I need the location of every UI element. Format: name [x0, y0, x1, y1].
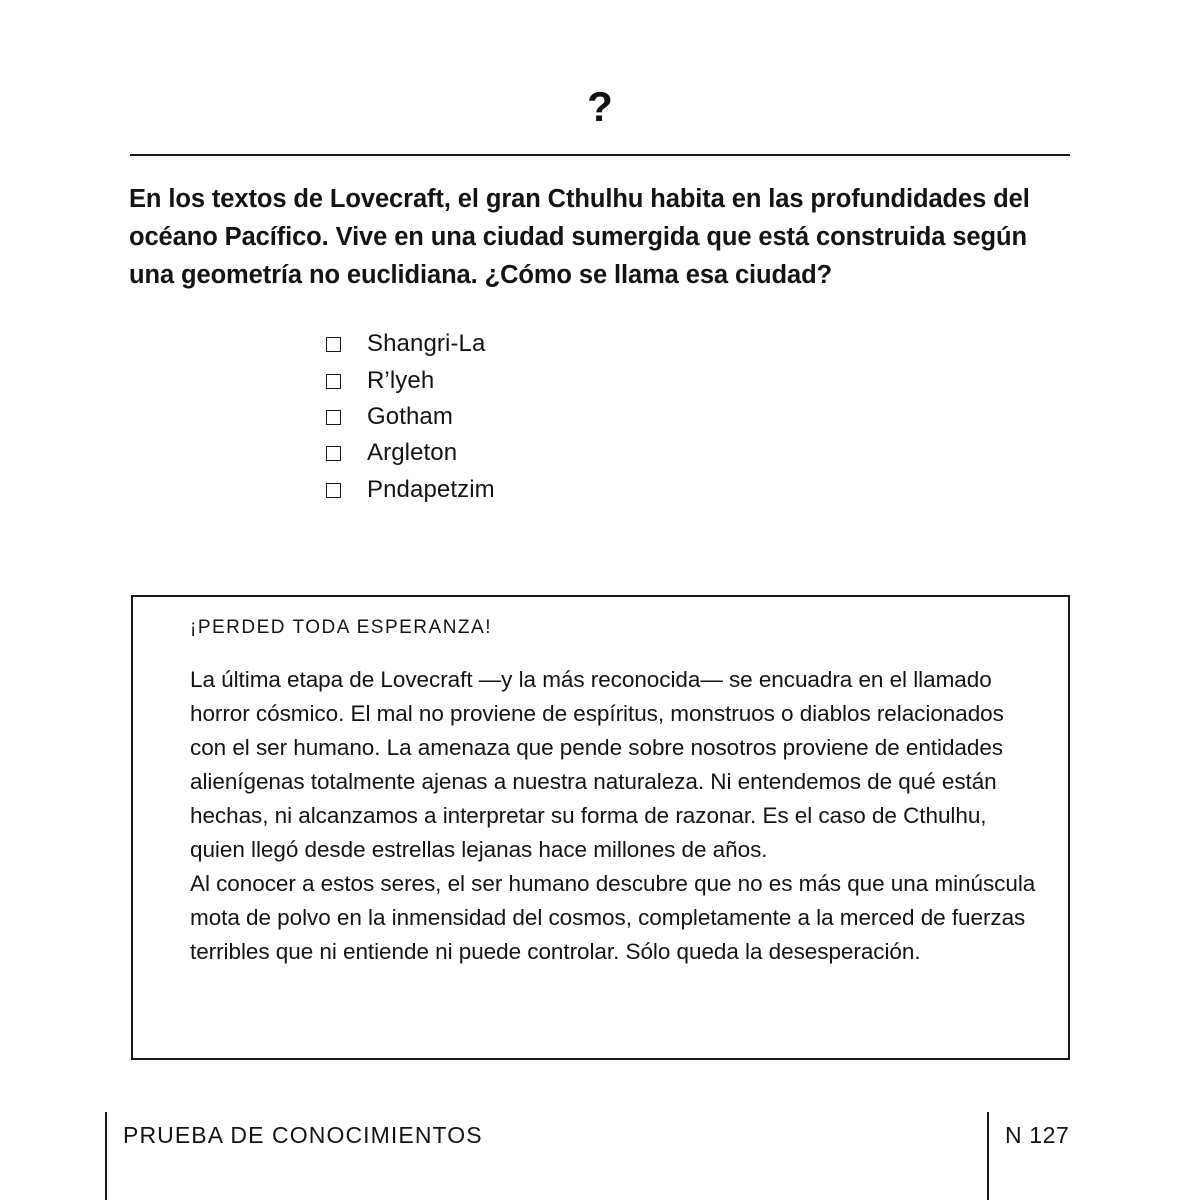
option-checkbox[interactable]: [326, 337, 341, 352]
option-label: Pndapetzim: [367, 475, 495, 503]
explanation-paragraph: La última etapa de Lovecraft —y la más reconocida— se encuadra en el llamado horror cósmico. El mal no proviene de espíritus, monstruos o diablos relacionados con el ser humano. La amenaza que pende sobre nosotros proviene de entidades alienígenas totalmente ajenas a nuestra naturaleza. Ni entendemos de qué están hechas, ni alcanzamos a interpretar su forma de razonar. Es el caso de Cthulhu, quien llegó desde estrellas lejanas hace millones de años.: [190, 667, 1004, 862]
explanation-paragraph: Al conocer a estos seres, el ser humano descubre que no es más que una minúscula mota de polvo en la inmensidad del cosmos, completamente a la merced de fuerzas terribles que ni entiende ni puede controlar. Sólo queda la desesperación.: [190, 871, 1036, 964]
footer-page-number: N 127: [1005, 1122, 1070, 1148]
answer-options-list: [326, 326, 926, 508]
option-row[interactable]: [326, 362, 926, 398]
option-row[interactable]: [326, 326, 926, 362]
option-checkbox[interactable]: [326, 446, 341, 461]
question-mark-icon: ?: [587, 83, 613, 130]
option-checkbox[interactable]: [326, 374, 341, 389]
option-checkbox[interactable]: [326, 410, 341, 425]
option-checkbox[interactable]: [326, 483, 341, 498]
footer-section-label: PRUEBA DE CONOCIMIENTOS: [123, 1122, 483, 1148]
option-row[interactable]: [326, 472, 926, 508]
option-row[interactable]: [326, 399, 926, 435]
option-label: Shangri-La: [367, 330, 486, 358]
explanation-heading: ¡PERDED TODA ESPERANZA!: [190, 617, 492, 638]
option-label: Gotham: [367, 402, 453, 430]
explanation-box: [131, 595, 1070, 1060]
footer-divider-right: [987, 1112, 989, 1200]
header-divider: [130, 154, 1070, 156]
option-row[interactable]: [326, 435, 926, 471]
footer-divider-left: [105, 1112, 107, 1200]
explanation-body: [190, 663, 1040, 969]
option-label: R’lyeh: [367, 366, 435, 394]
question-text: En los textos de Lovecraft, el gran Cthulhu habita en las profundidades del océano Pacífico. Vive en una ciudad sumergida que está construida según una geometría no euclidiana. ¿Cómo se llama esa ciudad?: [129, 185, 1030, 289]
option-label: Argleton: [367, 439, 458, 467]
